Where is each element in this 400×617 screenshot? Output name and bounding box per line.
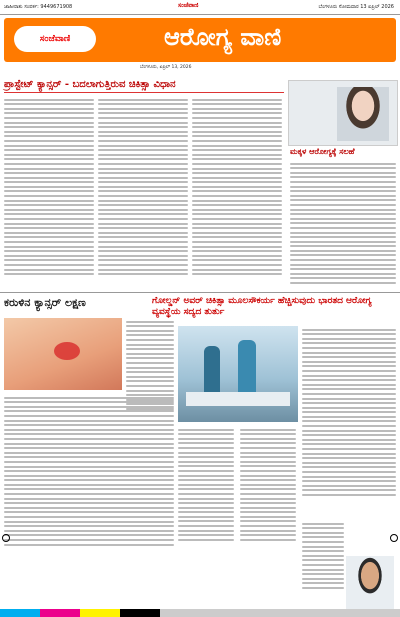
article-column — [302, 520, 344, 592]
article-headline-children: ಮಕ್ಕಳ ಆರೋಗ್ಯಕ್ಕೆ ಸಲಹೆ — [290, 146, 355, 156]
section-divider — [0, 292, 400, 293]
article-column — [240, 426, 296, 543]
ad-contact: ಜಾಹೀರಾತು ಸಂಪರ್ಕ: 9449671908 — [4, 4, 73, 10]
paper-logo-small: ಸಂಜೆವಾಣಿ — [178, 2, 199, 9]
article-headline-colon: ಕರುಳಿನ ಕ್ಯಾನ್ಸರ್ ಲಕ್ಷಣ — [4, 296, 86, 309]
article-column — [98, 96, 188, 278]
author-portrait — [346, 556, 394, 612]
top-bar — [0, 0, 400, 15]
article-column — [192, 96, 282, 278]
masthead — [4, 18, 396, 62]
brand-logo: ಸಂಜೆವಾಣಿ — [14, 26, 96, 52]
stretcher — [186, 392, 290, 406]
color-calibration-strip — [0, 609, 400, 617]
registration-mark — [2, 534, 10, 542]
registration-mark — [390, 534, 398, 542]
article-column — [4, 96, 94, 278]
issue-date: ಬೆಂಗಳೂರು ಸೋಮವಾರ 13 ಏಪ್ರಿಲ್ 2026 — [318, 4, 394, 10]
article-headline-prostate: ಪ್ರಾಸ್ಟೇಟ್ ಕ್ಯಾನ್ಸರ್ - ಬದಲಾಗುತ್ತಿರುವ ಚಿಕಿತ್ಸಾ ವಿಧಾನ — [4, 79, 284, 93]
hospital-photo — [178, 326, 298, 422]
article-column — [302, 326, 396, 499]
child-health-photo — [288, 80, 398, 146]
dateline: ಬೆಂಗಳೂರು, ಏಪ್ರಿಲ್ 13, 2026 — [140, 65, 192, 70]
child-figure — [337, 87, 389, 141]
stomach-pain-photo — [4, 318, 122, 390]
article-column — [4, 394, 174, 548]
section-title: ಆರೋಗ್ಯ ವಾಣಿ — [164, 22, 282, 51]
article-headline-golden-hour: ಗೋಲ್ಡನ್ ಅವರ್ ಚಿಕಿತ್ಸಾ ಮೂಲಸೌಕರ್ಯ ಹೆಚ್ಚಿಸುವುದು ಭಾರತದ ಆರೋಗ್ಯ ವ್ಯವಸ್ಥೆಯ ಸದ್ಯದ ತುರ್ತು — [152, 296, 372, 317]
pain-highlight — [54, 342, 80, 360]
article-column — [290, 160, 396, 287]
article-column — [178, 426, 234, 543]
